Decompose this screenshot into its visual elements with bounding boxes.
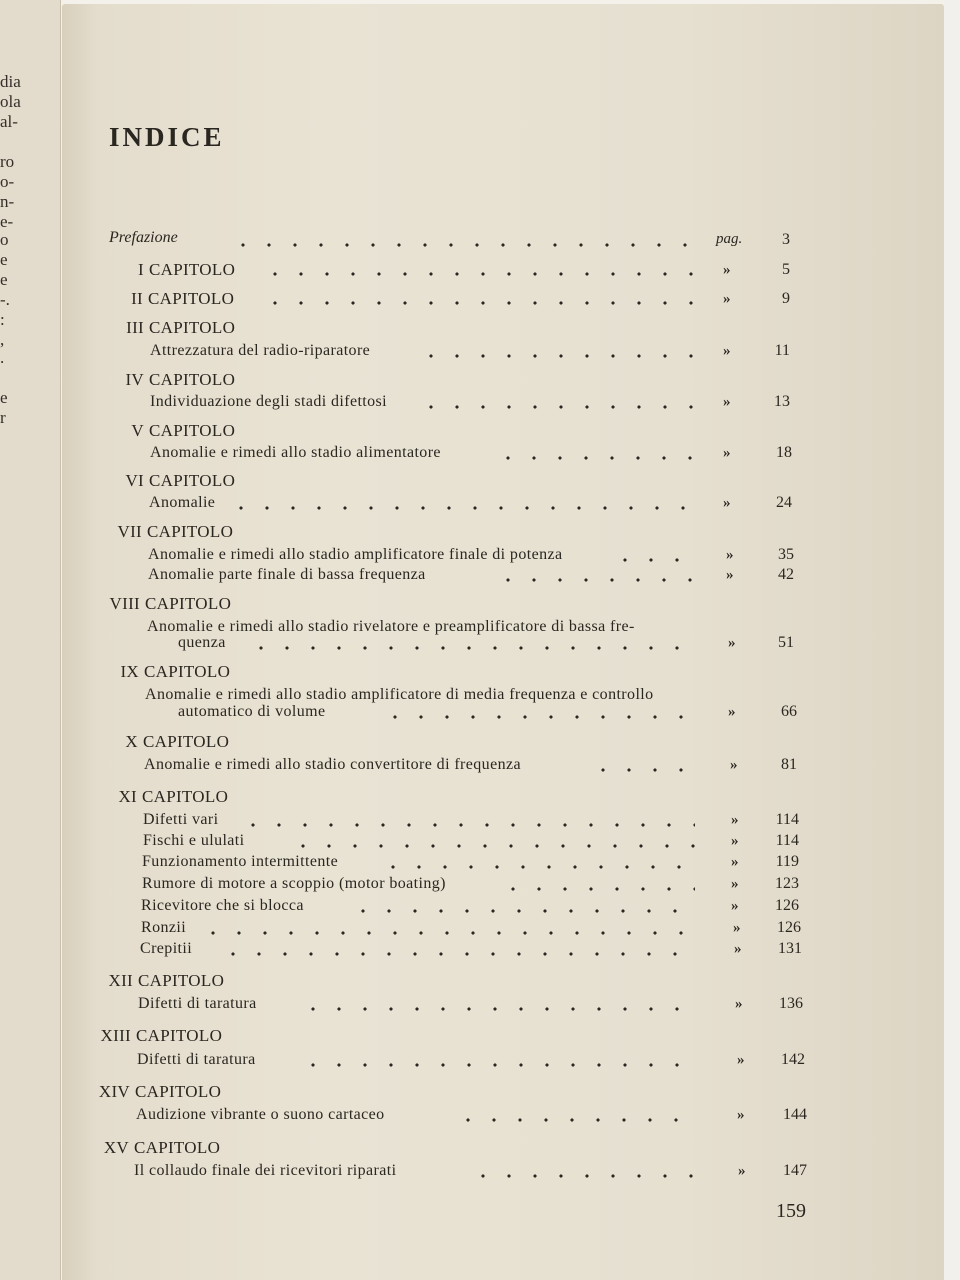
chapter-heading: CAPITOLO — [144, 662, 231, 681]
facing-page-edge — [0, 0, 61, 1280]
leader-dots — [418, 405, 695, 409]
page-ref-symbol: » — [723, 262, 731, 278]
pag-label: pag. — [716, 231, 743, 247]
chapter-number: XII — [108, 971, 133, 990]
toc-entry-continuation: quenza — [178, 634, 226, 651]
page-ref-symbol: » — [731, 876, 739, 892]
chapter-number: VII — [117, 522, 142, 541]
leader-dots — [590, 768, 695, 772]
page-ref-symbol: » — [726, 547, 734, 563]
toc-entry-continuation: automatico di volume — [178, 703, 326, 720]
toc-entry: Anomalie e rimedi allo stadio amplificatore finale di potenza — [148, 546, 563, 563]
toc-entry: Audizione vibrante o suono cartaceo — [136, 1106, 385, 1123]
chapter-number: VI — [125, 471, 144, 490]
chapter-number: II — [131, 289, 143, 308]
page-ref-symbol: » — [735, 996, 743, 1012]
page-ref-symbol: » — [728, 635, 736, 651]
toc-entry: Anomalie — [149, 494, 216, 511]
chapter-number: XIV — [98, 1082, 130, 1101]
leader-dots — [470, 1174, 705, 1178]
toc-entry: Anomalie e rimedi allo stadio amplificatore di media frequenza e controllo — [145, 686, 654, 703]
leader-dots — [240, 823, 695, 827]
margin-fragment: , — [0, 330, 5, 349]
page-ref-symbol: » — [723, 394, 731, 410]
page-ref-symbol: » — [733, 920, 741, 936]
toc-entry: Difetti di taratura — [137, 1051, 256, 1068]
toc-entry: Crepitii — [140, 940, 193, 957]
chapter-heading: CAPITOLO — [138, 971, 225, 990]
page-ref-symbol: » — [728, 704, 736, 720]
chapter-heading: CAPITOLO — [134, 1138, 221, 1157]
page-number: 18 — [776, 444, 792, 461]
page-number: 114 — [775, 811, 799, 828]
chapter-heading: CAPITOLO — [148, 289, 235, 308]
chapter-heading: CAPITOLO — [149, 260, 236, 279]
toc-entry: Individuazione degli stadi difettosi — [150, 393, 388, 410]
page-ref-symbol: » — [731, 898, 739, 914]
margin-fragment: r — [0, 408, 6, 427]
chapter-number: IX — [120, 662, 139, 681]
margin-fragment: -. — [0, 290, 10, 309]
page-number: 114 — [775, 832, 799, 849]
margin-fragment: ola — [0, 92, 21, 111]
margin-fragment: ro — [0, 152, 15, 171]
leader-dots — [262, 301, 695, 305]
preface-page-number: 3 — [782, 231, 790, 248]
leader-dots — [350, 909, 695, 913]
page-ref-symbol: » — [738, 1163, 746, 1179]
chapter-heading: CAPITOLO — [149, 318, 236, 337]
toc-entry: Anomalie parte finale di bassa frequenza — [148, 566, 426, 583]
margin-fragment: n- — [0, 192, 15, 211]
page-number: 142 — [781, 1051, 805, 1068]
chapter-heading: CAPITOLO — [135, 1082, 222, 1101]
chapter-heading: CAPITOLO — [149, 421, 236, 440]
margin-fragment: : — [0, 310, 5, 329]
toc-entry: Rumore di motore a scoppio (motor boating) — [142, 875, 446, 892]
leader-dots — [500, 887, 695, 891]
toc-entry: Fischi e ululati — [143, 832, 245, 849]
page-ref-symbol: » — [737, 1052, 745, 1068]
chapter-number: XI — [118, 787, 137, 806]
leader-dots — [290, 844, 695, 848]
toc-entry: Anomalie e rimedi allo stadio alimentatore — [150, 444, 441, 461]
page-ref-symbol: » — [726, 567, 734, 583]
leader-dots — [262, 272, 695, 276]
page-number: 123 — [775, 875, 799, 892]
leader-dots — [300, 1007, 700, 1011]
margin-fragment: o- — [0, 172, 15, 191]
chapter-number: I — [138, 260, 144, 279]
leader-dots — [495, 456, 695, 460]
page-ref-symbol: » — [723, 445, 731, 461]
leader-dots — [248, 646, 695, 650]
page-number: 66 — [781, 703, 797, 720]
leader-dots — [230, 243, 700, 247]
leader-dots — [300, 1063, 700, 1067]
toc-entry: Difetti di taratura — [138, 995, 257, 1012]
page-title: INDICE — [109, 122, 225, 152]
leader-dots — [380, 865, 695, 869]
chapter-number: VIII — [109, 594, 140, 613]
page-number: 126 — [775, 897, 799, 914]
page-number: 24 — [776, 494, 792, 511]
page-ref-symbol: » — [737, 1107, 745, 1123]
leader-dots — [612, 558, 695, 562]
leader-dots — [495, 578, 695, 582]
leader-dots — [382, 715, 695, 719]
leader-dots — [228, 506, 695, 510]
margin-fragment: e — [0, 250, 8, 269]
margin-fragment: e — [0, 388, 8, 407]
toc-entry: Ronzii — [141, 919, 187, 936]
page-folio: 159 — [776, 1200, 806, 1222]
chapter-heading: CAPITOLO — [149, 370, 236, 389]
toc-entry: Anomalie e rimedi allo stadio rivelatore e preamplificatore di bassa fre- — [147, 618, 635, 635]
page-ref-symbol: » — [734, 941, 742, 957]
toc-entry: Anomalie e rimedi allo stadio convertitore di frequenza — [144, 756, 521, 773]
toc-entry: Il collaudo finale dei ricevitori riparati — [134, 1162, 397, 1179]
margin-fragment: e — [0, 270, 8, 289]
chapter-number: V — [131, 421, 144, 440]
page-number: 13 — [774, 393, 790, 410]
chapter-number: III — [126, 318, 144, 337]
chapter-number: XIII — [100, 1026, 131, 1045]
page-ref-symbol: » — [723, 291, 731, 307]
page-number: 51 — [778, 634, 794, 651]
page-number: 119 — [775, 853, 799, 870]
chapter-number: X — [125, 732, 138, 751]
toc-entry: Attrezzatura del radio-riparatore — [150, 342, 371, 359]
toc-entry: Funzionamento intermittente — [142, 853, 339, 870]
background-strip — [944, 0, 960, 1280]
page-number: 42 — [778, 566, 794, 583]
page-ref-symbol: » — [731, 812, 739, 828]
toc-entry: Ricevitore che si blocca — [141, 897, 304, 914]
leader-dots — [418, 354, 695, 358]
page-number: 9 — [782, 290, 790, 307]
chapter-number: IV — [125, 370, 144, 389]
toc-entry: Difetti vari — [143, 811, 219, 828]
page-number: 5 — [782, 261, 790, 278]
leader-dots — [200, 931, 695, 935]
page-number: 144 — [783, 1106, 807, 1123]
margin-fragment: al- — [0, 112, 18, 131]
page-ref-symbol: » — [731, 854, 739, 870]
leader-dots — [220, 952, 695, 956]
page-number: 131 — [778, 940, 802, 957]
page-number: 11 — [774, 342, 790, 359]
margin-fragment: e- — [0, 212, 14, 231]
leader-dots — [455, 1118, 700, 1122]
page-number: 81 — [781, 756, 797, 773]
chapter-number: XV — [103, 1138, 129, 1157]
preface-label: Prefazione — [109, 229, 178, 246]
page-ref-symbol: » — [723, 343, 731, 359]
margin-fragment: o — [0, 230, 9, 249]
chapter-heading: CAPITOLO — [142, 787, 229, 806]
page-ref-symbol: » — [731, 833, 739, 849]
page-number: 35 — [778, 546, 794, 563]
margin-fragment: . — [0, 348, 5, 367]
page-number: 147 — [783, 1162, 807, 1179]
chapter-heading: CAPITOLO — [136, 1026, 223, 1045]
page-ref-symbol: » — [723, 495, 731, 511]
page-number: 136 — [779, 995, 803, 1012]
page-ref-symbol: » — [730, 757, 738, 773]
chapter-heading: CAPITOLO — [147, 522, 234, 541]
margin-fragment: dia — [0, 72, 21, 91]
chapter-heading: CAPITOLO — [143, 732, 230, 751]
chapter-heading: CAPITOLO — [145, 594, 232, 613]
chapter-heading: CAPITOLO — [149, 471, 236, 490]
page-number: 126 — [777, 919, 801, 936]
